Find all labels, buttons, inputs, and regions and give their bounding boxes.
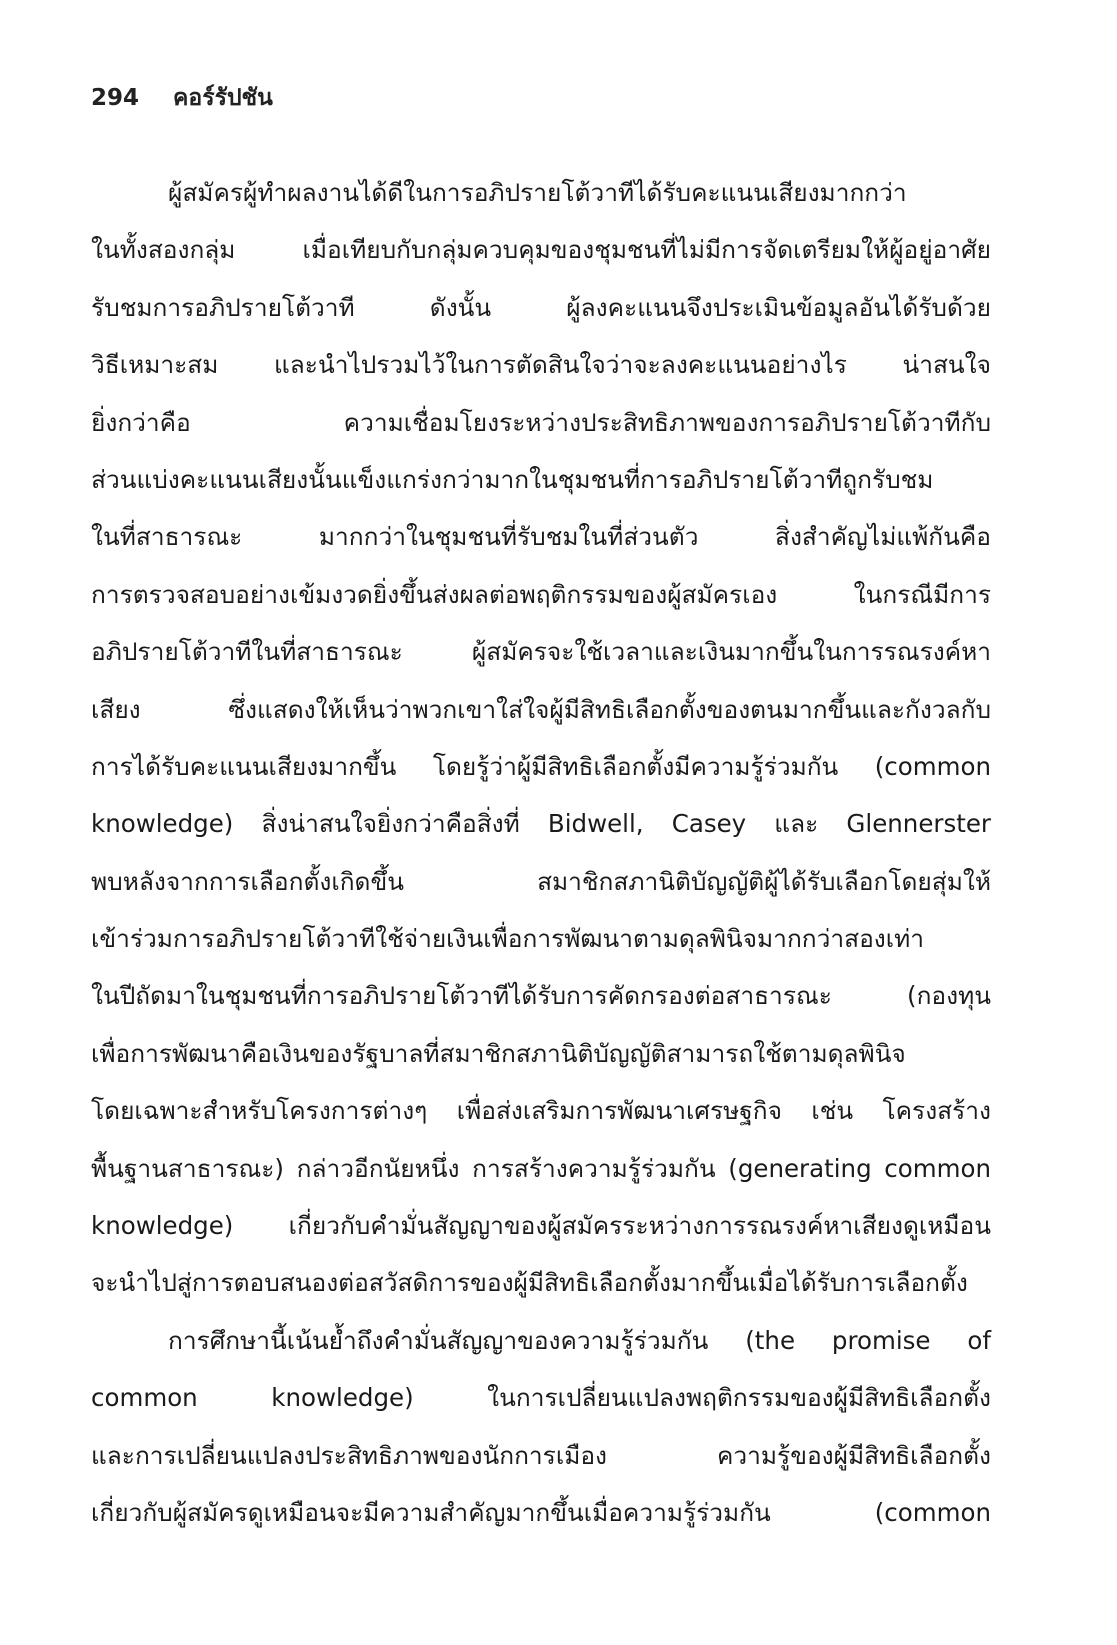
text-line: common knowledge) ในการเปลี่ยนแปลงพฤติกรรมของผู้มีสิทธิเลือกตั้ง: [91, 1383, 991, 1413]
page-number: 294: [91, 85, 140, 111]
text-line: knowledge) เกี่ยวกับคำมั่นสัญญาของผู้สมัครระหว่างการรณรงค์หาเสียงดูเหมือน: [91, 1211, 991, 1241]
text-line: การศึกษานี้เน้นย้ำถึงคำมั่นสัญญาของความรู้ร่วมกัน (the promise of: [168, 1325, 991, 1355]
text-line: ในทั้งสองกลุ่ม เมื่อเทียบกับกลุ่มควบคุมของชุมชนที่ไม่มีการจัดเตรียมให้ผู้อยู่อาศัย: [91, 235, 991, 265]
running-head: [91, 80, 273, 116]
text-line: เกี่ยวกับผู้สมัครดูเหมือนจะมีความสำคัญมากขึ้นเมื่อความรู้ร่วมกัน (common: [91, 1497, 991, 1527]
text-line: ในที่สาธารณะ มากกว่าในชุมชนที่รับชมในที่ส่วนตัว สิ่งสำคัญไม่แพ้กันคือ: [91, 522, 991, 552]
body-text: [91, 164, 991, 1541]
text-line: ยิ่งกว่าคือ ความเชื่อมโยงระหว่างประสิทธิภาพของการอภิปรายโต้วาทีกับ: [91, 407, 991, 437]
text-line: จะนำไปสู่การตอบสนองต่อสวัสดิการของผู้มีสิทธิเลือกตั้งมากขึ้นเมื่อได้รับการเลือกตั้ง: [91, 1268, 968, 1298]
text-line: วิธีเหมาะสม และนำไปรวมไว้ในการตัดสินใจว่าจะลงคะแนนอย่างไร น่าสนใจ: [91, 350, 991, 380]
text-line: knowledge) สิ่งน่าสนใจยิ่งกว่าคือสิ่งที่ Bidwell, Casey และ Glennerster: [91, 809, 991, 839]
text-line: พบหลังจากการเลือกตั้งเกิดขึ้น สมาชิกสภานิติบัญญัติผู้ได้รับเลือกโดยสุ่มให้: [91, 866, 991, 896]
text-line: ในปีถัดมาในชุมชนที่การอภิปรายโต้วาทีได้รับการคัดกรองต่อสาธารณะ (กองทุน: [91, 981, 991, 1011]
paragraph-1: [91, 164, 991, 1312]
text-line: เพื่อการพัฒนาคือเงินของรัฐบาลที่สมาชิกสภานิติบัญญัติสามารถใช้ตามดุลพินิจ: [91, 1038, 906, 1068]
text-line: พื้นฐานสาธารณะ) กล่าวอีกนัยหนึ่ง การสร้างความรู้ร่วมกัน (generating common: [91, 1153, 991, 1183]
text-line: อภิปรายโต้วาทีในที่สาธารณะ ผู้สมัครจะใช้เวลาและเงินมากขึ้นในการรณรงค์หา: [91, 637, 991, 667]
text-line: การตรวจสอบอย่างเข้มงวดยิ่งขึ้นส่งผลต่อพฤติกรรมของผู้สมัครเอง ในกรณีมีการ: [91, 579, 991, 609]
text-line: ผู้สมัครผู้ทำผลงานได้ดีในการอภิปรายโต้วาทีได้รับคะแนนเสียงมากกว่า: [168, 178, 907, 207]
text-line: เข้าร่วมการอภิปรายโต้วาทีใช้จ่ายเงินเพื่อการพัฒนาตามดุลพินิจมากกว่าสองเท่า: [91, 924, 925, 954]
text-line: รับชมการอภิปรายโต้วาที ดังนั้น ผู้ลงคะแนนจึงประเมินข้อมูลอันได้รับด้วย: [91, 292, 991, 322]
text-line: ส่วนแบ่งคะแนนเสียงนั้นแข็งแกร่งกว่ามากในชุมชนที่การอภิปรายโต้วาทีถูกรับชม: [91, 464, 934, 494]
text-line: และการเปลี่ยนแปลงประสิทธิภาพของนักการเมือง ความรู้ของผู้มีสิทธิเลือกตั้ง: [91, 1440, 991, 1470]
paragraph-2: [91, 1312, 991, 1542]
running-title: คอร์รัปชัน: [173, 85, 273, 111]
text-line: โดยเฉพาะสำหรับโครงการต่างๆ เพื่อส่งเสริมการพัฒนาเศรษฐกิจ เช่น โครงสร้าง: [91, 1096, 991, 1126]
text-line: การได้รับคะแนนเสียงมากขึ้น โดยรู้ว่าผู้มีสิทธิเลือกตั้งมีความรู้ร่วมกัน (common: [91, 751, 991, 781]
text-line: เสียง ซึ่งแสดงให้เห็นว่าพวกเขาใส่ใจผู้มีสิทธิเลือกตั้งของตนมากขึ้นและกังวลกับ: [91, 694, 991, 724]
